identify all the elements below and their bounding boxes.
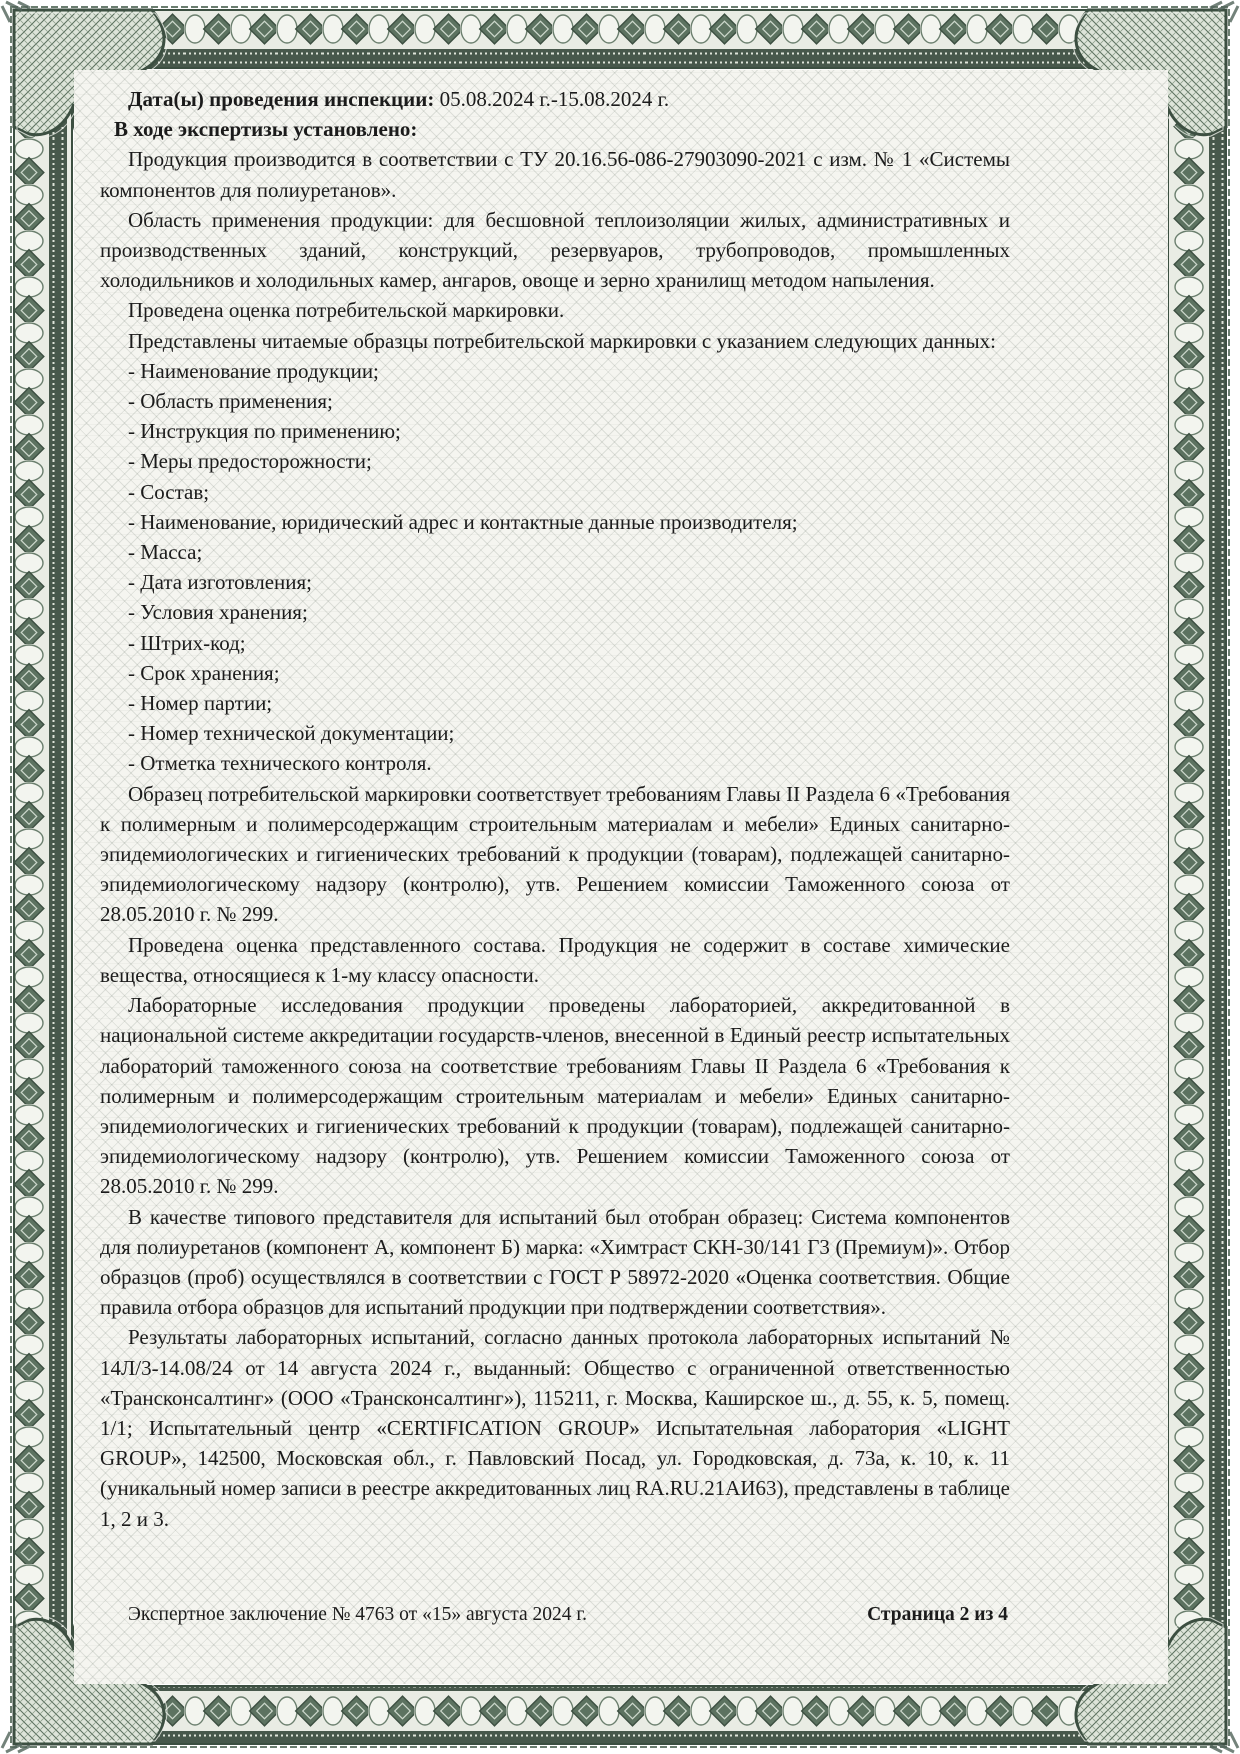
marking-list-item: - Состав; [128, 479, 210, 504]
paragraph-laboratory: Лабораторные исследования продукции проведены лабораторией, аккредитованной в национальной системе аккредитации государств-членов, внесенной в Единый реестр испытательных лабораторий таможенного союза на соответствие требованиям Главы II Раздела 6 «Требования к полимерным и полимерсодержащим строительным материалам и мебели» Единых санитарно-эпидемиологических и гигиенических требований к продукции (товарам), подлежащей санитарно-эпидемиологическому надзору (контролю), утв. Решением комиссии Таможенного союза от 28.05.2010 г. № 299. [100, 993, 1010, 1199]
marking-list-item: - Условия хранения; [128, 600, 308, 625]
marking-list-item: - Инструкция по применению; [128, 419, 401, 444]
marking-list-item: - Срок хранения; [128, 660, 280, 685]
paragraph-scope: Область применения продукции: для бесшовной теплоизоляции жилых, административных и производственных зданий, конструкций, резервуаров, трубопроводов, промышленных холодильников и холодильных камер, ангаров, овоще и зерно хранилищ методом напыления. [100, 207, 1010, 293]
marking-list-item: - Номер партии; [128, 691, 273, 716]
page-number: Страница 2 из 4 [867, 1604, 1008, 1625]
marking-list-item: - Номер технической документации; [128, 721, 455, 746]
paragraph-specimen: В качестве типового представителя для испытаний был отобран образец: Система компонентов для полиуретанов (компонент А, компонент Б) марка: «Химтраст СКН-30/141 Г3 (Премиум)». Отбор образцов (проб) осуществлялся в соответствии с ГОСТ Р 58972-2020 «Оценка соответствия. Общие правила отбора образцов для испытаний продукции при подтверждении соответствия». [100, 1204, 1010, 1320]
marking-list-item: - Отметка технического контроля. [128, 751, 432, 776]
paragraph-results: Результаты лабораторных испытаний, согласно данных протокола лабораторных испытаний № 14Л/3-14.08/24 от 14 августа 2024 г., выданный: Общество с ограниченной ответственностью «Трансконсалтинг» (ООО «Трансконсалтинг»), 115211, г. Москва, Каширское ш., д. 55, к. 5, помещ. 1/1; Испытательный центр «CERTIFICATION GROUP» Испытательная лаборатория «LIGHT GROUP», 142500, Московская обл., г. Павловский Посад, ул. Городковская, д. 73а, к. 10, к. 11 (уникальный номер записи в реестре аккредитованных лиц RA.RU.21АИ63), представлены в таблице 1, 2 и 3. [100, 1325, 1010, 1531]
marking-list-item: - Наименование продукции; [128, 358, 379, 383]
paragraph-sample-conformity: Образец потребительской маркировки соответствует требованиям Главы II Раздела 6 «Требования к полимерным и полимерсодержащим строительным материалам и мебели» Единых санитарно-эпидемиологических и гигиенических требований к продукции (товарам), подлежащей санитарно-эпидемиологическому надзору (контролю), утв. Решением комиссии Таможенного союза от 28.05.2010 г. № 299. [100, 781, 1010, 927]
border-band-left [14, 10, 72, 1744]
paragraph-tu: Продукция производится в соответствии с ТУ 20.16.56-086-27903090-2021 с изм. № 1 «Системы компонентов для полиуретанов». [100, 147, 1010, 202]
paragraph-marking-eval: Проведена оценка потребительской маркировки. [128, 298, 565, 323]
marking-list-item: - Наименование, юридический адрес и контактные данные производителя; [128, 509, 798, 534]
inspection-dates-line [100, 84, 1010, 114]
expertise-heading: В ходе экспертизы установлено: [114, 117, 418, 142]
footer-document-number: Экспертное заключение № 4763 от «15» августа 2024 г. [128, 1604, 588, 1625]
inspection-dates-value: 05.08.2024 г.-15.08.2024 г. [439, 87, 670, 111]
marking-list-item: - Меры предосторожности; [128, 449, 372, 474]
marking-list-item: - Область применения; [128, 389, 333, 414]
paragraph-marking-samples: Представлены читаемые образцы потребительской маркировки с указанием следующих данных: [128, 328, 996, 353]
border-band-top [14, 10, 1226, 68]
document-body [100, 84, 1010, 1534]
border-band-right [1168, 10, 1226, 1744]
inspection-dates-label: Дата(ы) проведения инспекции: [128, 87, 435, 111]
marking-list-item: - Дата изготовления; [128, 570, 313, 595]
page-footer [128, 1604, 1008, 1626]
marking-list-item: - Масса; [128, 540, 203, 565]
marking-list-item: - Штрих-код; [128, 630, 246, 655]
paragraph-composition: Проведена оценка представленного состава. Продукция не содержит в составе химические вещества, относящиеся к 1-му классу опасности. [100, 932, 1010, 987]
border-band-bottom [14, 1686, 1226, 1744]
